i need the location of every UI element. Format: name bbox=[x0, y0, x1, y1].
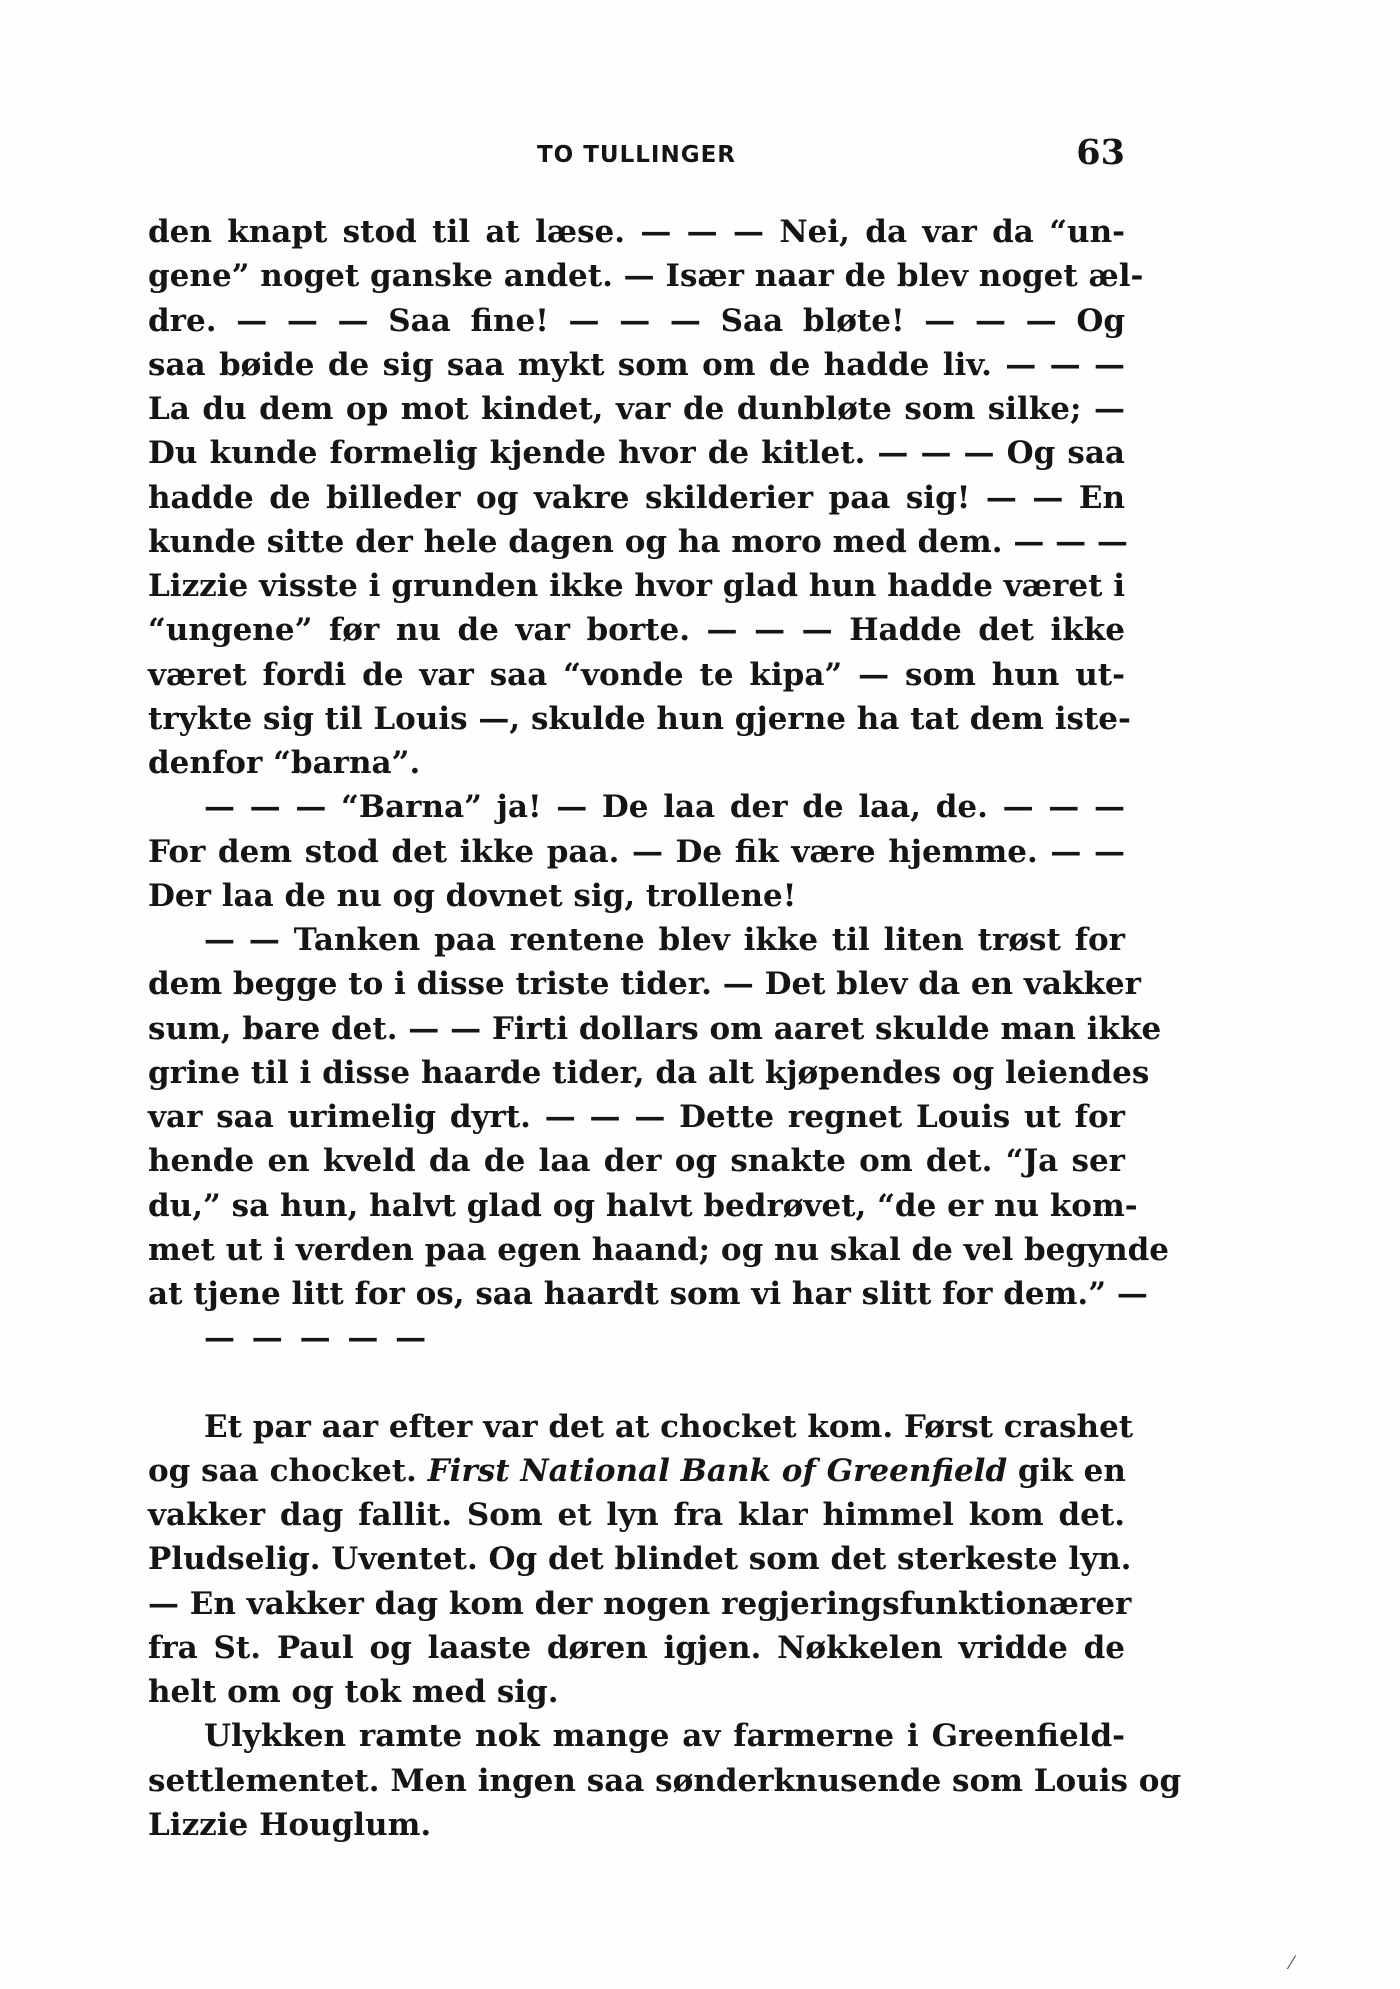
text-line: helt om og tok med sig. bbox=[148, 1674, 559, 1710]
text-line: den knapt stod til at læse. — — — Nei, da var da “un- bbox=[148, 214, 1125, 250]
section-separator: — — — — — bbox=[204, 1320, 430, 1357]
running-head bbox=[148, 132, 1125, 182]
text-line: været fordi de var saa “vonde te kipa” — som hun ut- bbox=[148, 656, 1125, 693]
text-line: dre. — — — Saa fine! — — — Saa bløte! — — — Og bbox=[148, 302, 1125, 339]
text-fragment: og saa chocket. bbox=[148, 1452, 428, 1489]
text-line: trykte sig til Louis —, skulde hun gjerne ha tat dem iste- bbox=[148, 700, 1131, 737]
text-line: du,” sa hun, halvt glad og halvt bedrøvet, “de er nu kom- bbox=[148, 1187, 1138, 1224]
text-line: denfor “barna”. bbox=[148, 745, 421, 781]
running-title: TO TULLINGER bbox=[536, 142, 737, 168]
text-line: Du kunde formelig kjende hvor de kitlet. — — — Og saa bbox=[148, 435, 1125, 472]
text-line: vakker dag fallit. Som et lyn fra klar himmel kom det. bbox=[148, 1497, 1125, 1533]
text-line: at tjene litt for os, saa haardt som vi har slitt for dem.” — bbox=[148, 1276, 1148, 1312]
text-line: hende en kveld da de laa der og snakte om det. “Ja ser bbox=[148, 1143, 1125, 1180]
section-separator-line bbox=[148, 1316, 1125, 1360]
page-number: 63 bbox=[1076, 132, 1125, 173]
text-line: Et par aar efter var det at chocket kom. Først crashet bbox=[204, 1408, 1134, 1445]
text-line: Pludselig. Uventet. Og det blindet som det sterkeste lyn. bbox=[148, 1541, 1132, 1578]
text-line: — — Tanken paa rentene blev ikke til liten trøst for bbox=[204, 922, 1125, 958]
text-line: For dem stod det ikke paa. — De fik være hjemme. — — bbox=[148, 833, 1125, 870]
text-line: fra St. Paul og laaste døren igjen. Nøkkelen vridde de bbox=[148, 1629, 1125, 1666]
bank-name-italic: First National Bank of Greenfield bbox=[427, 1452, 1008, 1489]
text-line: dem begge to i disse triste tider. — Det blev da en vakker bbox=[148, 966, 1141, 1003]
text-line: Ulykken ramte nok mange av farmerne i Greenfield- bbox=[204, 1718, 1125, 1755]
scan-mark: ⁄ bbox=[1290, 1953, 1294, 1974]
text-line: Der laa de nu og dovnet sig, trollene! bbox=[148, 877, 797, 914]
body-text bbox=[148, 210, 1182, 1847]
text-line: La du dem op mot kindet, var de dunbløte som silke; — bbox=[148, 391, 1125, 427]
text-line: “ungene” før nu de var borte. — — — Hadde det ikke bbox=[148, 612, 1125, 649]
blank-line bbox=[148, 1361, 1125, 1405]
text-line: settlementet. Men ingen saa sønderknusende som Louis og bbox=[148, 1762, 1182, 1799]
text-line: grine til i disse haarde tider, da alt kjøpendes og leiendes bbox=[148, 1054, 1150, 1091]
text-line: saa bøide de sig saa mykt som om de hadde liv. — — — bbox=[148, 346, 1125, 383]
text-line: kunde sitte der hele dagen og ha moro med dem. — — — bbox=[148, 523, 1128, 560]
text-line: gene” noget ganske andet. — Især naar de blev noget æl- bbox=[148, 258, 1144, 295]
text-line-with-italic bbox=[148, 1449, 1125, 1493]
text-line: — En vakker dag kom der nogen regjeringsfunktionærer bbox=[148, 1585, 1132, 1622]
text-line: Lizzie visste i grunden ikke hvor glad hun hadde været i bbox=[148, 568, 1125, 604]
text-line: hadde de billeder og vakre skilderier paa sig! — — En bbox=[148, 479, 1125, 516]
text-fragment: gik en bbox=[1007, 1452, 1126, 1489]
text-line: sum, bare det. — — Firti dollars om aaret skulde man ikke bbox=[148, 1010, 1162, 1047]
text-line: — — — “Barna” ja! — De laa der de laa, de. — — — bbox=[204, 789, 1125, 826]
text-line: var saa urimelig dyrt. — — — Dette regnet Louis ut for bbox=[148, 1099, 1125, 1135]
text-line: met ut i verden paa egen haand; og nu skal de vel begynde bbox=[148, 1231, 1170, 1268]
text-line: Lizzie Houglum. bbox=[148, 1806, 432, 1843]
